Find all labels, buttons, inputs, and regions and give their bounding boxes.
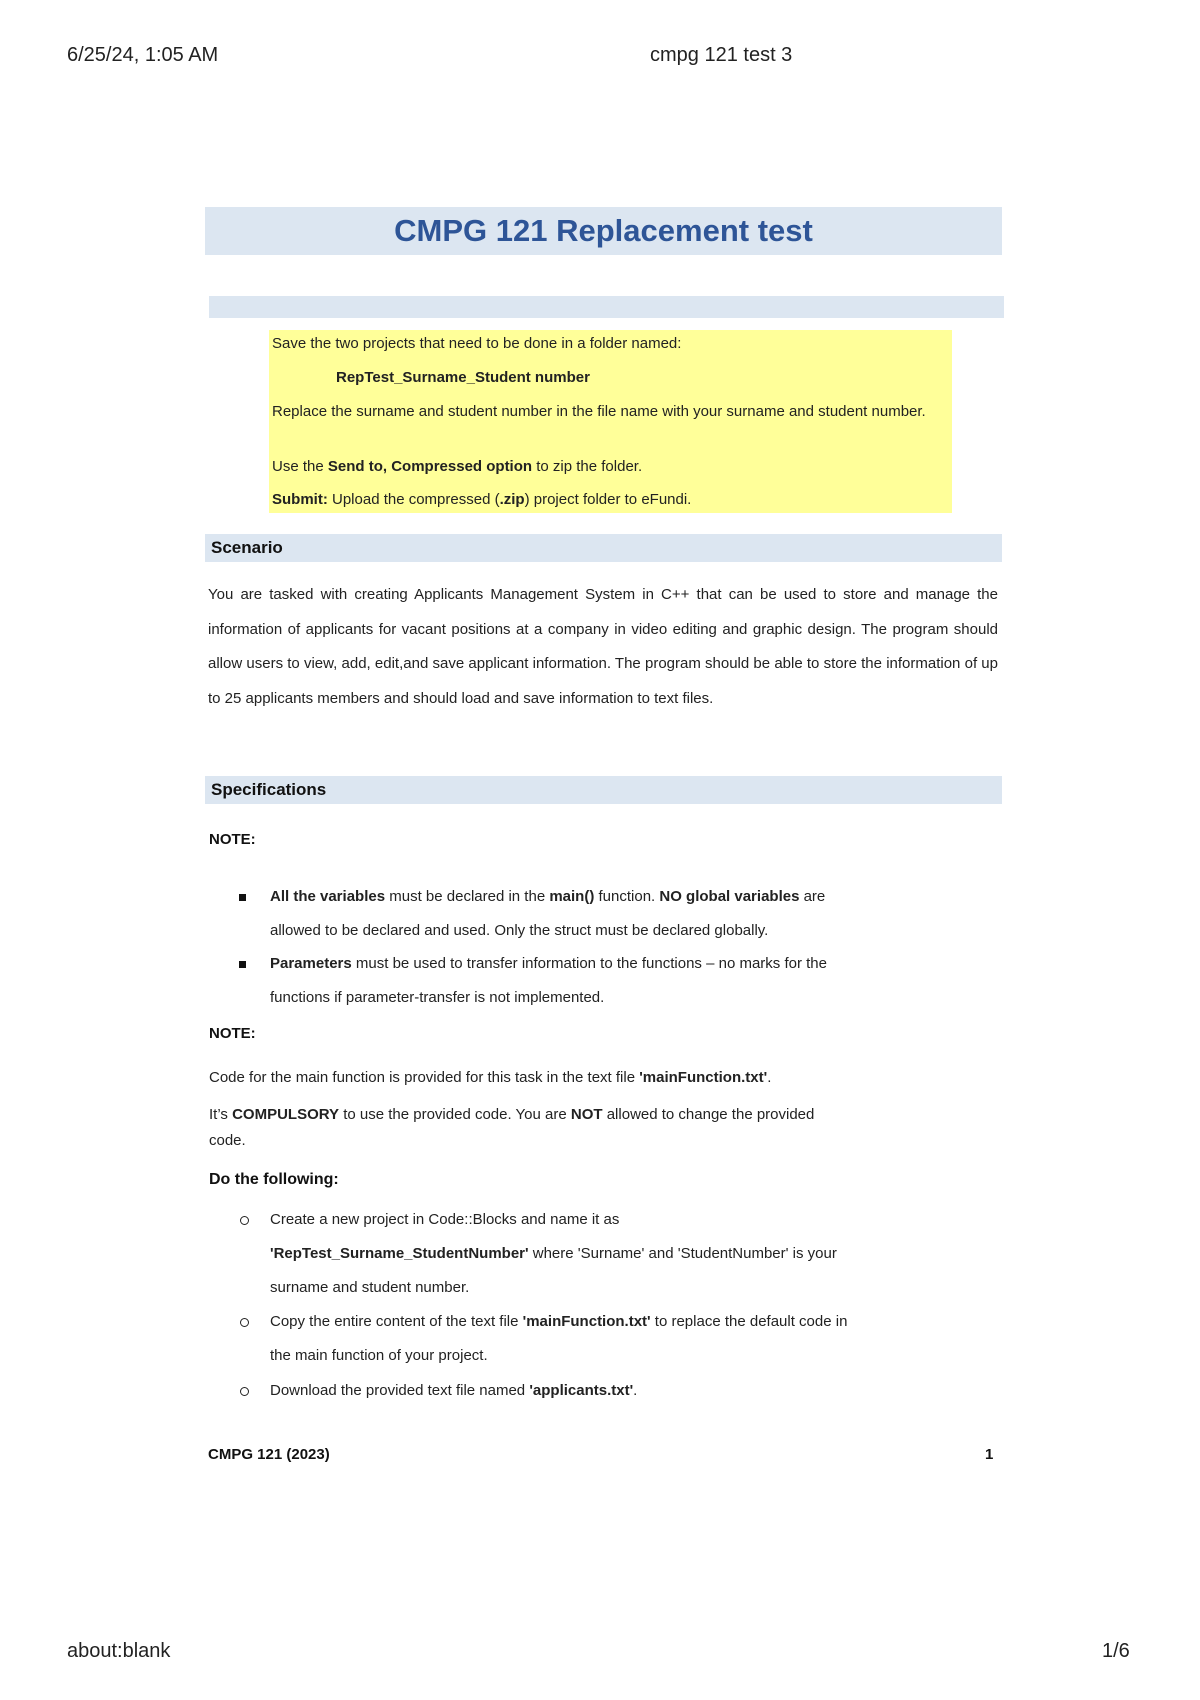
- bullet-2-line-1: Parameters must be used to transfer information to the functions – no marks for the: [270, 955, 827, 972]
- page-footer-course: CMPG 121 (2023): [208, 1446, 330, 1463]
- bullet-circle: [240, 1318, 249, 1327]
- bullet-2-line-2: functions if parameter-transfer is not implemented.: [270, 989, 605, 1006]
- print-datetime: 6/25/24, 1:05 AM: [67, 44, 219, 66]
- specifications-heading: Specifications: [211, 780, 327, 799]
- step-2-line-1: Copy the entire content of the text file 'mainFunction.txt' to replace the default code in: [270, 1313, 848, 1330]
- specifications-heading-bar: [205, 776, 1002, 804]
- print-url: about:blank: [67, 1640, 171, 1662]
- step-1-line-2: 'RepTest_Surname_StudentNumber' where 'Surname' and 'StudentNumber' is your: [270, 1245, 837, 1262]
- step-2-line-2: the main function of your project.: [270, 1347, 488, 1364]
- page-footer-number: 1: [985, 1446, 994, 1463]
- step-1-line-1: Create a new project in Code::Blocks and name it as: [270, 1211, 620, 1228]
- code-provided-line: Code for the main function is provided for this task in the text file 'mainFunction.txt'.: [209, 1069, 772, 1086]
- scenario-heading-bar: [205, 534, 1002, 562]
- instructions-box: [269, 330, 952, 513]
- step-3-line-1: Download the provided text file named 'applicants.txt'.: [270, 1382, 638, 1399]
- bullet-square: [239, 894, 246, 901]
- instructions-line-4: Use the Send to, Compressed option to zip the folder.: [272, 458, 643, 475]
- step-1-line-3: surname and student number.: [270, 1279, 470, 1296]
- print-page-count: 1/6: [1102, 1640, 1130, 1662]
- bullet-circle: [240, 1216, 249, 1225]
- bullet-circle: [240, 1387, 249, 1396]
- print-title: cmpg 121 test 3: [650, 44, 793, 66]
- compulsory-line-2: code.: [209, 1132, 246, 1149]
- note-label-2: NOTE:: [209, 1025, 256, 1042]
- scenario-heading: Scenario: [211, 538, 283, 557]
- blank-heading-bar: [209, 296, 1004, 318]
- note-label-1: NOTE:: [209, 831, 256, 848]
- do-following-heading: Do the following:: [209, 1171, 339, 1188]
- bullet-1-line-1: All the variables must be declared in the main() function. NO global variables are: [270, 888, 826, 905]
- folder-name: RepTest_Surname_Student number: [336, 369, 590, 386]
- doc-title: CMPG 121 Replacement test: [394, 213, 813, 248]
- instructions-line-5: Submit: Upload the compressed (.zip) project folder to eFundi.: [272, 491, 692, 508]
- instructions-line-3: Replace the surname and student number in the file name with your surname and student number.: [272, 403, 926, 420]
- bullet-1-line-2: allowed to be declared and used. Only the struct must be declared globally.: [270, 922, 769, 939]
- instructions-line-1: Save the two projects that need to be done in a folder named:: [272, 335, 682, 352]
- title-banner: [205, 207, 1002, 255]
- scenario-text: You are tasked with creating Applicants Management System in C++ that can be used to store and manage the information of applicants for vacant positions at a company in video editing and graphic design. The program should allow users to view, add, edit,and save applicant information. The program should be able to store the information of up to 25 applicants members and should load and save information to text files.: [208, 586, 998, 707]
- compulsory-line-1: It’s COMPULSORY to use the provided code. You are NOT allowed to change the provided: [209, 1106, 815, 1123]
- bullet-square: [239, 961, 246, 968]
